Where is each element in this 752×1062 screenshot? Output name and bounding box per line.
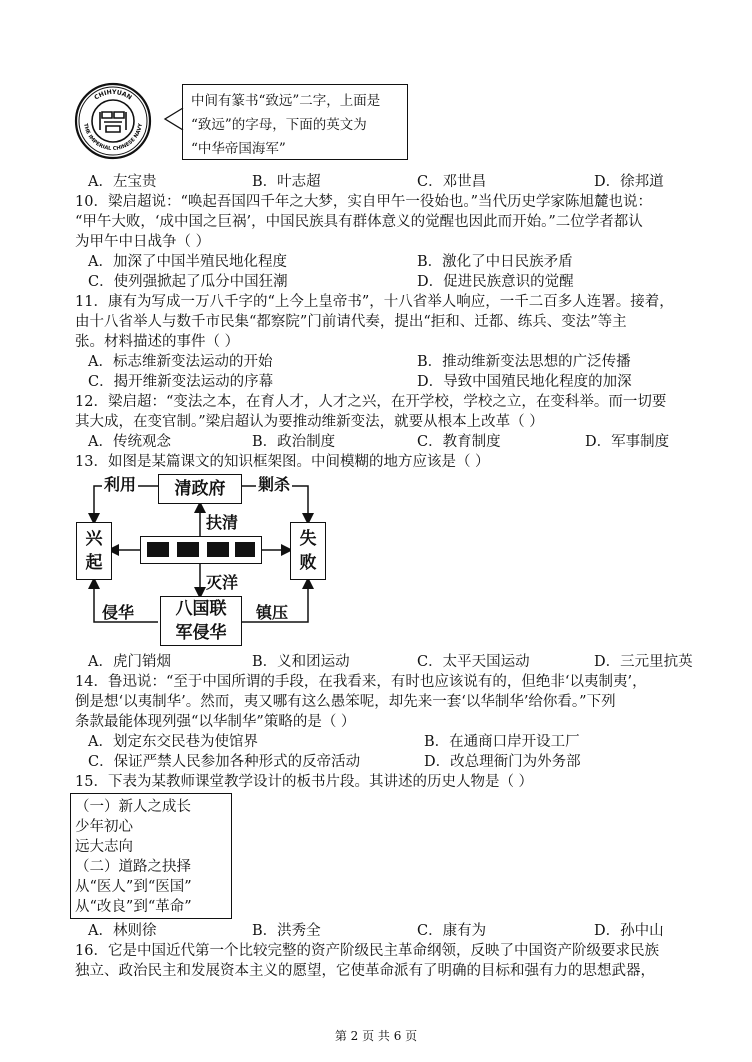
q14-option-c[interactable]: C．保证严禁人民参加各种形式的反帝活动 bbox=[88, 754, 361, 770]
q9-option-c[interactable]: C．邓世昌 bbox=[417, 174, 487, 190]
page-footer: 第 2 页 共 6 页 bbox=[334, 1029, 418, 1043]
q11-stem-line: 张。材料描述的事件（ ） bbox=[75, 334, 240, 350]
q14-stem-line: 条款最能体现列强“以华制华”策略的是（ ） bbox=[75, 714, 356, 730]
label-support-qing: 扶清 bbox=[206, 513, 239, 532]
q10-option-c[interactable]: C．使列强掀起了瓜分中国狂潮 bbox=[88, 274, 288, 290]
box-failure bbox=[290, 522, 326, 580]
board-line: 少年初心 bbox=[75, 819, 133, 835]
callout-line: 中间有篆书“致远”二字，上面是 bbox=[191, 93, 381, 109]
box-rise-char: 兴 bbox=[85, 529, 103, 549]
q13-option-b[interactable]: B．义和团运动 bbox=[252, 654, 350, 670]
q15-stem-line: 15．下表为某教师课堂教学设计的板书片段。其讲述的历史人物是（ ） bbox=[75, 774, 534, 790]
q9-option-b[interactable]: B．叶志超 bbox=[252, 174, 321, 190]
q10-option-b[interactable]: B．激化了中日民族矛盾 bbox=[417, 254, 573, 270]
q16-stem-line: 独立、政治民主和发展资本主义的愿望，它使革命派有了明确的目标和强有力的思想武器， bbox=[75, 963, 655, 979]
label-suppress-kill: 剿杀 bbox=[256, 472, 292, 495]
q14-option-d[interactable]: D．改总理衙门为外务部 bbox=[424, 754, 581, 770]
callout-line: “致远”的字母，下面的英文为 bbox=[191, 117, 367, 133]
q13-option-c[interactable]: C．太平天国运动 bbox=[417, 654, 530, 670]
q16-stem-line: 16．它是中国近代第一个比较完整的资产阶级民主革命纲领，反映了中国资产阶级要求民族 bbox=[75, 943, 659, 959]
q11-option-c[interactable]: C．揭开维新变法运动的序幕 bbox=[88, 374, 274, 390]
box-rise bbox=[76, 522, 112, 580]
board-line: （二）道路之抉择 bbox=[75, 859, 191, 875]
q11-option-d[interactable]: D．导致中国殖民地化程度的加深 bbox=[417, 374, 632, 390]
q12-stem-line: 12．梁启超：“变法之本，在育人才，人才之兴，在开学校，学校之立，在变科举。而一切要 bbox=[75, 394, 667, 410]
label-suppress: 镇压 bbox=[256, 603, 289, 622]
q11-stem-line: 11．康有为写成一万八千字的“上今上皇帝书”，十八省举人响应，一千二百多人连署。接着， bbox=[75, 294, 674, 310]
q12-option-a[interactable]: A．传统观念 bbox=[88, 434, 171, 450]
badge-callout bbox=[182, 84, 408, 160]
box-qing-government: 清政府 bbox=[158, 474, 242, 504]
q10-stem-line: “甲午大败，‘成中国之巨祸’，中国民族具有群体意义的觉醒也因此而开始。”二位学者都认 bbox=[75, 214, 643, 230]
q13-option-a[interactable]: A．虎门销烟 bbox=[88, 654, 171, 670]
box-failure-char: 败 bbox=[299, 553, 317, 573]
q12-option-d[interactable]: D．军事制度 bbox=[585, 434, 670, 450]
q14-option-b[interactable]: B．在通商口岸开设工厂 bbox=[424, 734, 580, 750]
board-line: 从“医人”到“医国” bbox=[75, 879, 192, 895]
q15-option-c[interactable]: C．康有为 bbox=[417, 923, 487, 939]
board-line: 远大志向 bbox=[75, 839, 133, 855]
q14-stem-line: 倒是想‘以夷制华’。然而，夷又哪有这么愚笨呢，却先来一套‘以华制华’给你看。”下列 bbox=[75, 694, 616, 710]
q13-option-d[interactable]: D．三元里抗英 bbox=[594, 654, 693, 670]
box-invasion-line: 八国联 bbox=[175, 599, 227, 619]
callout-line: “中华帝国海军” bbox=[191, 141, 286, 157]
q13-stem-line: 13．如图是某篇课文的知识框架图。中间模糊的地方应该是（ ） bbox=[75, 454, 490, 470]
q12-option-c[interactable]: C．教育制度 bbox=[417, 434, 501, 450]
q14-stem-line: 14．鲁迅说：“至于中国所谓的手段，在我看来，有时也应该说有的，但绝非‘以夷制夷’， bbox=[75, 674, 647, 690]
blackboard-excerpt bbox=[70, 793, 232, 919]
q11-stem-line: 由十八省举人与数千市民集“都察院”门前请代奏，提出“拒和、迁都、练兵、变法”等主 bbox=[75, 314, 627, 330]
q10-option-a[interactable]: A．加深了中国半殖民地化程度 bbox=[88, 254, 287, 270]
q10-option-d[interactable]: D．促进民族意识的觉醒 bbox=[417, 274, 574, 290]
zhiyuan-badge-image bbox=[74, 82, 152, 160]
box-eight-nation-invasion bbox=[160, 596, 242, 646]
q11-option-b[interactable]: B．推动维新变法思想的广泛传播 bbox=[417, 354, 631, 370]
svg-text:THE IMPERIAL CHINESE NAVY: THE IMPERIAL CHINESE NAVY bbox=[82, 123, 144, 153]
q10-stem-line: 10．梁启超说：“唤起吾国四千年之大梦，实自甲午一役始也。”当代历史学家陈旭麓也说： bbox=[75, 194, 653, 210]
blurred-answer-box bbox=[140, 536, 262, 564]
q15-option-a[interactable]: A．林则徐 bbox=[88, 923, 157, 939]
q12-option-b[interactable]: B．政治制度 bbox=[252, 434, 336, 450]
board-line: 从“改良”到“革命” bbox=[75, 899, 192, 915]
q10-stem-line: 为甲午中日战争（ ） bbox=[75, 234, 211, 250]
box-invasion-line: 军侵华 bbox=[175, 623, 227, 643]
q12-stem-line: 其大成，在变官制。”梁启超认为要推动维新变法，就要从根本上改革（ ） bbox=[75, 414, 544, 430]
q15-option-d[interactable]: D．孙中山 bbox=[594, 923, 664, 939]
svg-text:CHIHYUAN: CHIHYUAN bbox=[93, 88, 133, 102]
label-invade: 侵华 bbox=[102, 603, 135, 622]
q9-option-a[interactable]: A．左宝贵 bbox=[88, 174, 157, 190]
box-failure-char: 失 bbox=[299, 529, 317, 549]
q9-option-d[interactable]: D．徐邦道 bbox=[594, 174, 664, 190]
label-use: 利用 bbox=[102, 472, 138, 495]
q15-option-b[interactable]: B．洪秀全 bbox=[252, 923, 321, 939]
board-line: （一）新人之成长 bbox=[75, 799, 191, 815]
knowledge-framework-diagram bbox=[72, 474, 332, 646]
q11-option-a[interactable]: A．标志维新变法运动的开始 bbox=[88, 354, 273, 370]
label-destroy-foreign: 灭洋 bbox=[206, 573, 239, 592]
box-rise-char: 起 bbox=[85, 553, 103, 573]
q14-option-a[interactable]: A．划定东交民巷为使馆界 bbox=[88, 734, 258, 750]
